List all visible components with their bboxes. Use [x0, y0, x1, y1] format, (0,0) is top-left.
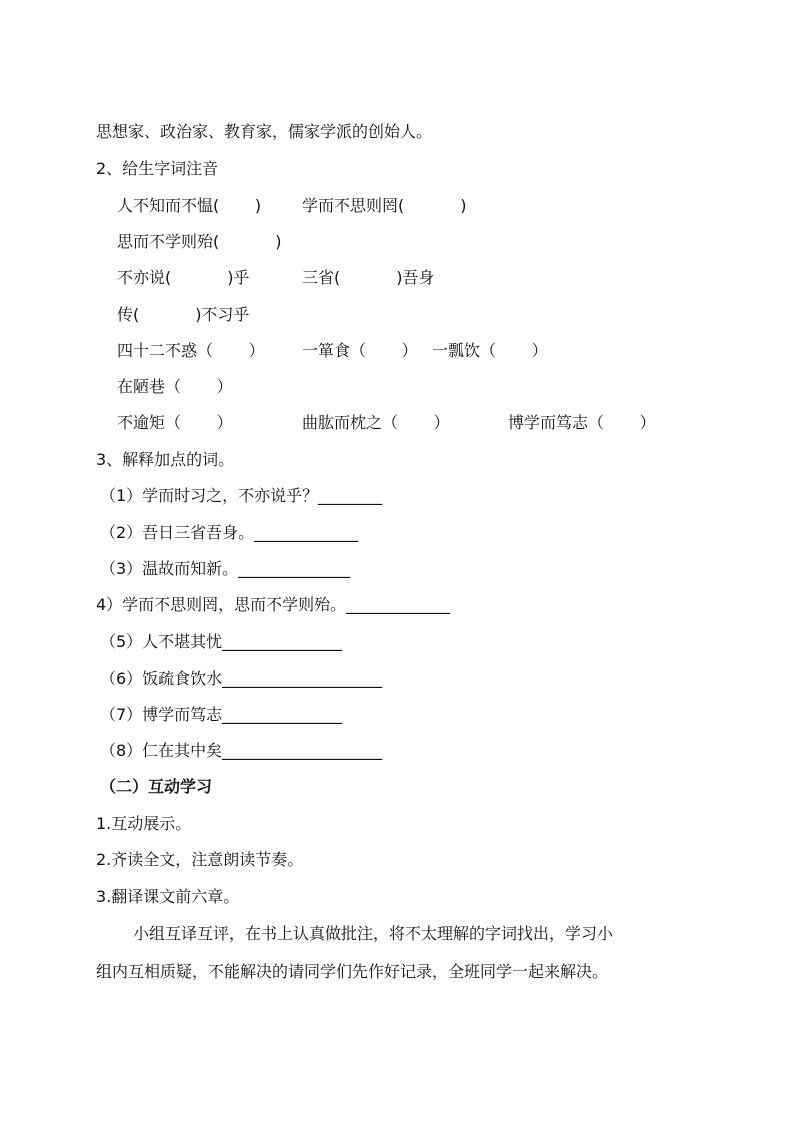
explain-item: （7）博学而笃志_______________: [100, 705, 343, 724]
pinyin-item: 一箪食（ ）: [302, 341, 418, 360]
step-item: 2.齐读全文，注意朗读节奏。: [96, 850, 304, 869]
paragraph-line: 小组互译互评，在书上认真做批注，将不太理解的字词找出，学习小: [133, 924, 614, 943]
paragraph-line: 组内互相质疑，不能解决的请同学们先作好记录，全班同学一起来解决。: [96, 962, 609, 981]
pinyin-item: 传( )不习乎: [117, 305, 250, 324]
pinyin-item: 曲肱而枕之（ ）: [302, 413, 450, 432]
pinyin-item: 思而不学则殆( ): [117, 232, 282, 251]
step-item: 1.互动展示。: [96, 814, 192, 833]
step-item: 3.翻译课文前六章。: [96, 887, 240, 906]
pinyin-item: 学而不思则罔( ): [302, 196, 467, 215]
explain-item: （5）人不堪其忧_______________: [100, 632, 343, 651]
part2-heading: （二）互动学习: [100, 777, 213, 796]
pinyin-item: 博学而笃志（ ）: [508, 413, 656, 432]
explain-item: （1）学而时习之，不亦说乎？________: [100, 486, 383, 505]
section3-heading: 3、解释加点的词。: [96, 450, 235, 469]
pinyin-item: 不亦说( )乎: [117, 268, 250, 287]
pinyin-item: 在陋巷（ ）: [117, 377, 233, 396]
intro-text: 思想家、政治家、教育家，儒家学派的创始人。: [96, 122, 433, 141]
pinyin-item: 不逾矩（ ）: [117, 413, 233, 432]
explain-item: 4）学而不思则罔，思而不学则殆。_____________: [96, 595, 451, 614]
pinyin-item: 一瓢饮（ ）: [432, 341, 548, 360]
explain-item: （6）饭疏食饮水____________________: [100, 669, 383, 688]
explain-item: （3）温故而知新。______________: [100, 559, 351, 578]
pinyin-item: 三省( )吾身: [302, 268, 435, 287]
section2-heading: 2、给生字词注音: [96, 159, 219, 178]
pinyin-item: 人不知而不愠( ): [117, 196, 262, 215]
pinyin-item: 四十二不惑（ ）: [117, 341, 265, 360]
explain-item: （8）仁在其中矣____________________: [100, 741, 383, 760]
explain-item: （2）吾日三省吾身。_____________: [100, 523, 359, 542]
